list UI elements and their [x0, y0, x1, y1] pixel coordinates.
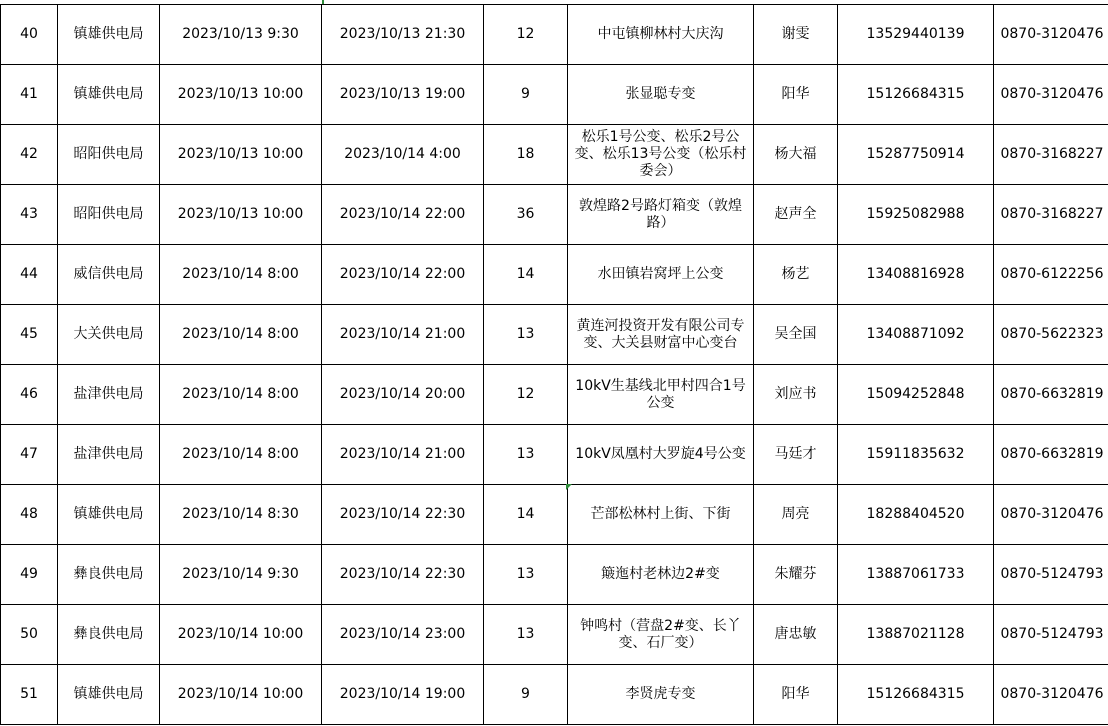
bureau-cell[interactable]: 盐津供电局 [58, 425, 160, 485]
office-tel-cell[interactable]: 0870-3168227 [994, 185, 1108, 245]
row-number-cell[interactable]: 42 [1, 125, 58, 185]
end-time-cell[interactable]: 2023/10/14 21:00 [322, 425, 484, 485]
contact-name-cell[interactable]: 赵声全 [754, 185, 838, 245]
outage-area-cell[interactable]: 簸迤村老林边2#变 [568, 545, 754, 605]
start-time-cell[interactable]: 2023/10/14 8:00 [160, 365, 322, 425]
row-number-cell[interactable]: 47 [1, 425, 58, 485]
office-tel-cell[interactable]: 0870-6632819 [994, 425, 1108, 485]
bureau-cell[interactable]: 昭阳供电局 [58, 185, 160, 245]
outage-area-cell[interactable]: 10kV凤凰村大罗旋4号公变 [568, 425, 754, 485]
phone-cell[interactable]: 15094252848 [838, 365, 994, 425]
office-tel-cell[interactable]: 0870-3168227 [994, 125, 1108, 185]
office-tel-cell[interactable]: 0870-6632819 [994, 365, 1108, 425]
phone-cell[interactable]: 13887061733 [838, 545, 994, 605]
duration-cell[interactable]: 13 [484, 545, 568, 605]
end-time-cell[interactable]: 2023/10/14 22:30 [322, 545, 484, 605]
end-time-cell[interactable]: 2023/10/14 20:00 [322, 365, 484, 425]
table-row [1, 425, 1108, 485]
table-row [1, 65, 1108, 125]
table-row [1, 665, 1108, 725]
office-tel-cell[interactable]: 0870-3120476 [994, 485, 1108, 545]
end-time-cell[interactable]: 2023/10/13 19:00 [322, 65, 484, 125]
outage-area-cell[interactable]: 松乐1号公变、松乐2号公变、松乐13号公变（松乐村委会） [568, 125, 754, 185]
row-number-cell[interactable]: 49 [1, 545, 58, 605]
phone-cell[interactable]: 18288404520 [838, 485, 994, 545]
duration-cell[interactable]: 36 [484, 185, 568, 245]
end-time-cell[interactable]: 2023/10/14 22:00 [322, 185, 484, 245]
table-row [1, 605, 1108, 665]
duration-cell[interactable]: 13 [484, 305, 568, 365]
phone-cell[interactable]: 13887021128 [838, 605, 994, 665]
end-time-cell[interactable]: 2023/10/14 19:00 [322, 665, 484, 725]
bureau-cell[interactable]: 镇雄供电局 [58, 665, 160, 725]
duration-cell[interactable]: 12 [484, 365, 568, 425]
bureau-cell[interactable]: 镇雄供电局 [58, 65, 160, 125]
start-time-cell[interactable]: 2023/10/14 8:00 [160, 425, 322, 485]
row-number-cell[interactable]: 50 [1, 605, 58, 665]
contact-name-cell[interactable]: 杨艺 [754, 245, 838, 305]
contact-name-cell[interactable]: 刘应书 [754, 365, 838, 425]
start-time-cell[interactable]: 2023/10/14 8:00 [160, 305, 322, 365]
duration-cell[interactable]: 9 [484, 65, 568, 125]
phone-cell[interactable]: 15126684315 [838, 665, 994, 725]
contact-name-cell[interactable]: 周亮 [754, 485, 838, 545]
end-time-cell[interactable]: 2023/10/14 22:00 [322, 245, 484, 305]
table-body [1, 5, 1108, 725]
start-time-cell[interactable]: 2023/10/13 10:00 [160, 65, 322, 125]
bureau-cell[interactable]: 威信供电局 [58, 245, 160, 305]
outage-area-cell[interactable]: 李贤虎专变 [568, 665, 754, 725]
contact-name-cell[interactable]: 杨大福 [754, 125, 838, 185]
outage-area-cell[interactable]: 水田镇岩窝坪上公变 [568, 245, 754, 305]
start-time-cell[interactable]: 2023/10/13 10:00 [160, 125, 322, 185]
contact-name-cell[interactable]: 阳华 [754, 665, 838, 725]
office-tel-cell[interactable]: 0870-3120476 [994, 65, 1108, 125]
row-number-cell[interactable]: 45 [1, 305, 58, 365]
bureau-cell[interactable]: 大关供电局 [58, 305, 160, 365]
table-row [1, 185, 1108, 245]
outage-area-cell[interactable]: 黄连河投资开发有限公司专变、大关县财富中心变台 [568, 305, 754, 365]
start-time-cell[interactable]: 2023/10/14 9:30 [160, 545, 322, 605]
table-row [1, 5, 1108, 65]
office-tel-cell[interactable]: 0870-3120476 [994, 665, 1108, 725]
start-time-cell[interactable]: 2023/10/13 9:30 [160, 5, 322, 65]
row-number-cell[interactable]: 51 [1, 665, 58, 725]
table-row [1, 125, 1108, 185]
contact-name-cell[interactable]: 阳华 [754, 65, 838, 125]
office-tel-cell[interactable]: 0870-5124793 [994, 605, 1108, 665]
phone-cell[interactable]: 15925082988 [838, 185, 994, 245]
phone-cell[interactable]: 13408871092 [838, 305, 994, 365]
table-row [1, 305, 1108, 365]
outage-area-cell[interactable]: 钟鸣村（营盘2#变、长丫变、石厂变） [568, 605, 754, 665]
row-number-cell[interactable]: 41 [1, 65, 58, 125]
office-tel-cell[interactable]: 0870-3120476 [994, 5, 1108, 65]
duration-cell[interactable]: 18 [484, 125, 568, 185]
office-tel-cell[interactable]: 0870-6122256 [994, 245, 1108, 305]
phone-cell[interactable]: 13529440139 [838, 5, 994, 65]
duration-cell[interactable]: 13 [484, 605, 568, 665]
outage-table [0, 4, 1108, 725]
start-time-cell[interactable]: 2023/10/14 8:00 [160, 245, 322, 305]
row-number-cell[interactable]: 46 [1, 365, 58, 425]
row-number-cell[interactable]: 40 [1, 5, 58, 65]
duration-cell[interactable]: 14 [484, 245, 568, 305]
outage-area-cell[interactable]: 敦煌路2号路灯箱变（敦煌路） [568, 185, 754, 245]
outage-area-cell[interactable]: 中屯镇柳林村大庆沟 [568, 5, 754, 65]
outage-area-cell[interactable]: 芒部松林村上街、下街 [568, 485, 754, 545]
start-time-cell[interactable]: 2023/10/14 10:00 [160, 665, 322, 725]
comment-marker-icon [566, 484, 572, 490]
phone-cell[interactable]: 13408816928 [838, 245, 994, 305]
contact-name-cell[interactable]: 谢雯 [754, 5, 838, 65]
row-number-cell[interactable]: 48 [1, 485, 58, 545]
row-number-cell[interactable]: 43 [1, 185, 58, 245]
bureau-cell[interactable]: 镇雄供电局 [58, 5, 160, 65]
contact-name-cell[interactable]: 唐忠敏 [754, 605, 838, 665]
duration-cell[interactable]: 13 [484, 425, 568, 485]
duration-cell[interactable]: 12 [484, 5, 568, 65]
end-time-cell[interactable]: 2023/10/13 21:30 [322, 5, 484, 65]
phone-cell[interactable]: 15911835632 [838, 425, 994, 485]
row-number-cell[interactable]: 44 [1, 245, 58, 305]
end-time-cell[interactable]: 2023/10/14 21:00 [322, 305, 484, 365]
start-time-cell[interactable]: 2023/10/14 10:00 [160, 605, 322, 665]
bureau-cell[interactable]: 镇雄供电局 [58, 485, 160, 545]
bureau-cell[interactable]: 彝良供电局 [58, 605, 160, 665]
office-tel-cell[interactable]: 0870-5124793 [994, 545, 1108, 605]
duration-cell[interactable]: 9 [484, 665, 568, 725]
outage-area-cell[interactable]: 张显聪专变 [568, 65, 754, 125]
end-time-cell[interactable]: 2023/10/14 23:00 [322, 605, 484, 665]
bureau-cell[interactable]: 昭阳供电局 [58, 125, 160, 185]
table-row [1, 245, 1108, 305]
start-time-cell[interactable]: 2023/10/13 10:00 [160, 185, 322, 245]
bureau-cell[interactable]: 彝良供电局 [58, 545, 160, 605]
contact-name-cell[interactable]: 马廷才 [754, 425, 838, 485]
contact-name-cell[interactable]: 吴全国 [754, 305, 838, 365]
phone-cell[interactable]: 15126684315 [838, 65, 994, 125]
office-tel-cell[interactable]: 0870-5622323 [994, 305, 1108, 365]
table-row [1, 485, 1108, 545]
table-row [1, 545, 1108, 605]
outage-area-cell[interactable]: 10kV生基线北甲村四合1号公变 [568, 365, 754, 425]
phone-cell[interactable]: 15287750914 [838, 125, 994, 185]
end-time-cell[interactable]: 2023/10/14 4:00 [322, 125, 484, 185]
start-time-cell[interactable]: 2023/10/14 8:30 [160, 485, 322, 545]
duration-cell[interactable]: 14 [484, 485, 568, 545]
bureau-cell[interactable]: 盐津供电局 [58, 365, 160, 425]
table-row [1, 365, 1108, 425]
end-time-cell[interactable]: 2023/10/14 22:30 [322, 485, 484, 545]
contact-name-cell[interactable]: 朱耀芬 [754, 545, 838, 605]
